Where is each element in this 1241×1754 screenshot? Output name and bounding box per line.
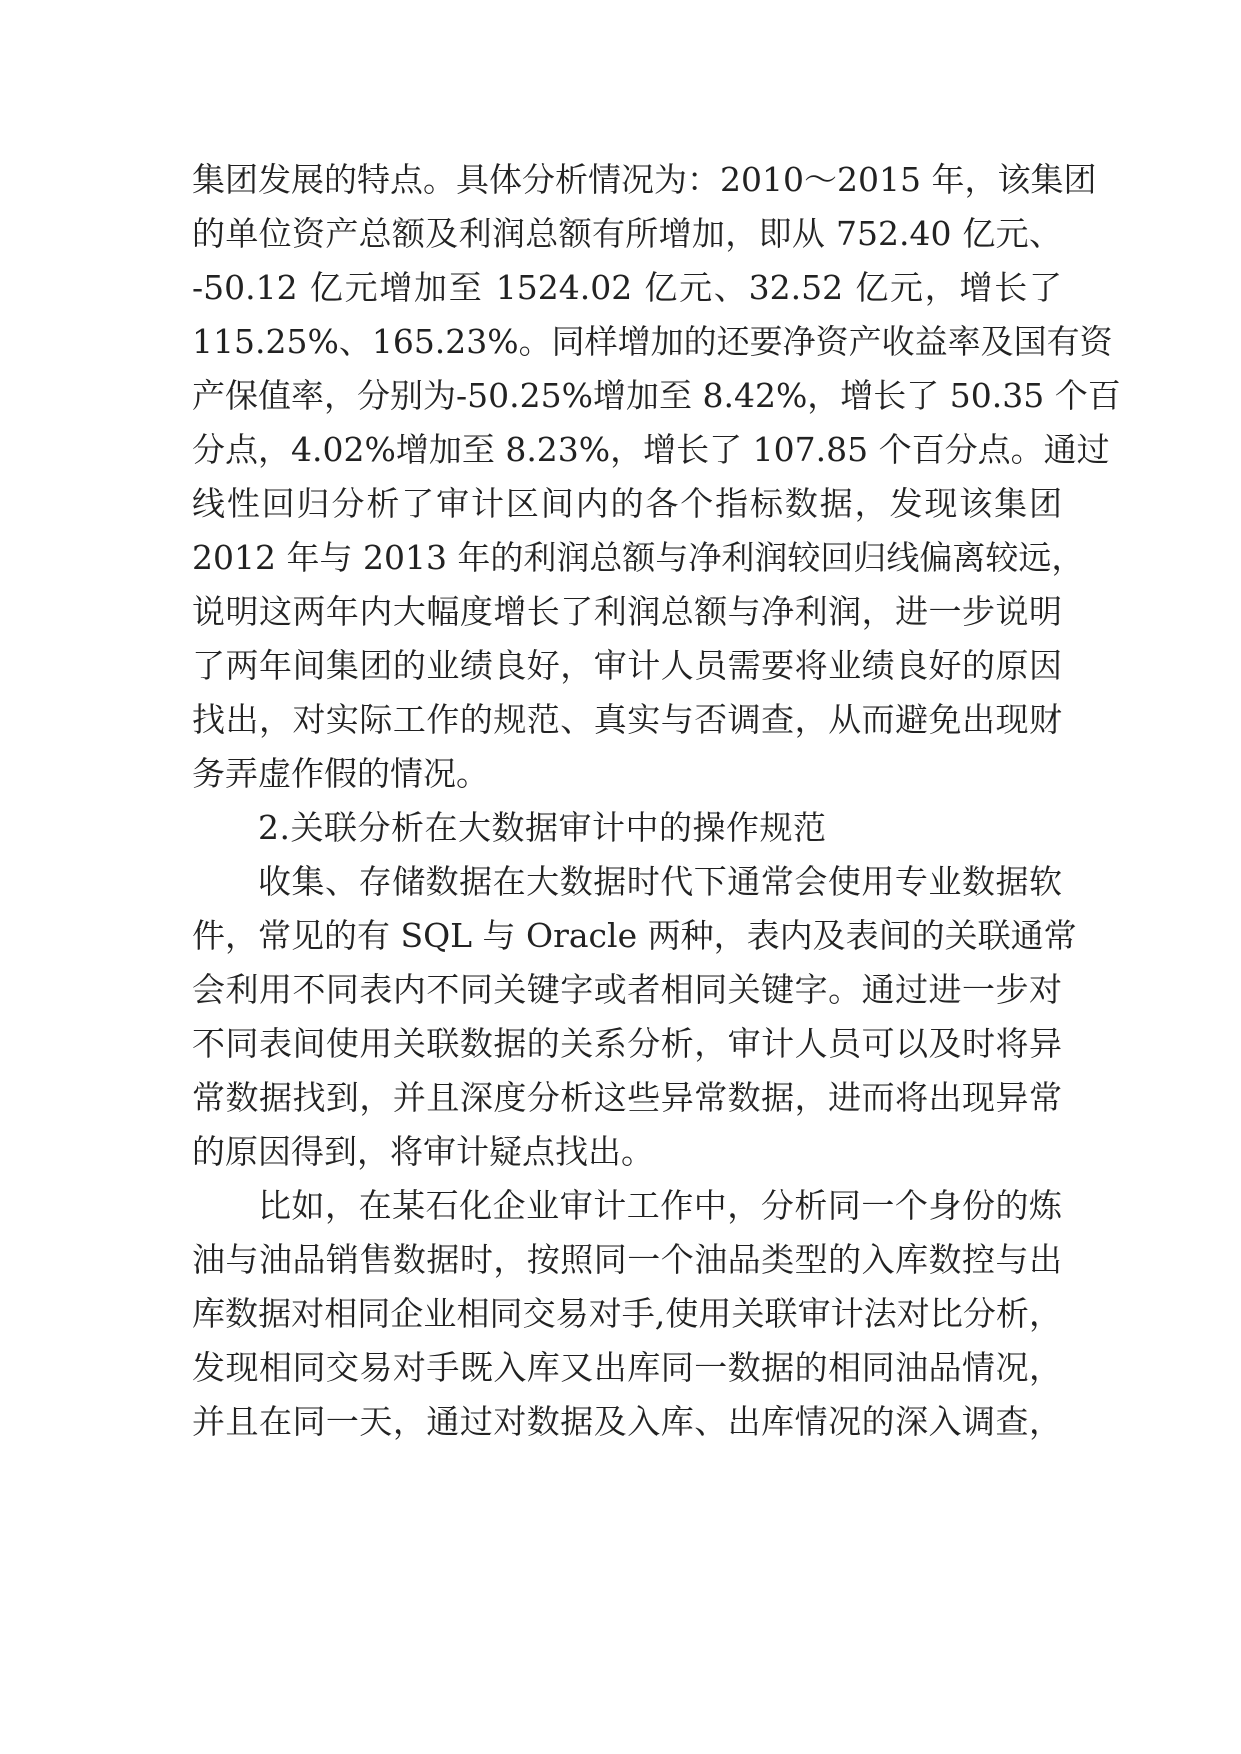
paragraph-1-line-7: 线性回归分析了审计区间内的各个指标数据，发现该集团	[192, 484, 1062, 523]
paragraph-1-line-10: 了两年间集团的业绩良好，审计人员需要将业绩良好的原因	[192, 646, 1062, 685]
paragraph-1-line-6: 分点，4.02%增加至 8.23%，增长了 107.85 个百分点。通过	[192, 430, 1110, 469]
paragraph-1-line-8: 2012 年与 2013 年的利润总额与净利润较回归线偏离较远，	[192, 538, 1085, 577]
paragraph-3-line-4: 发现相同交易对手既入库又出库同一数据的相同油品情况，	[192, 1348, 1062, 1387]
paragraph-2-line-6: 的原因得到，将审计疑点找出。	[192, 1132, 654, 1171]
paragraph-2-line-5: 常数据找到，并且深度分析这些异常数据，进而将出现异常	[192, 1078, 1062, 1117]
paragraph-1-line-12: 务弄虚作假的情况。	[192, 754, 489, 793]
paragraph-2-line-4: 不同表间使用关联数据的关系分析，审计人员可以及时将异	[192, 1024, 1062, 1063]
paragraph-3-line-3: 库数据对相同企业相同交易对手,使用关联审计法对比分析，	[192, 1294, 1062, 1333]
paragraph-1-line-1: 集团发展的特点。具体分析情况为：2010～2015 年，该集团	[192, 160, 1097, 199]
paragraph-2-line-3: 会利用不同表内不同关键字或者相同关键字。通过进一步对	[192, 970, 1062, 1009]
paragraph-1-line-11: 找出，对实际工作的规范、真实与否调查，从而避免出现财	[192, 700, 1062, 739]
paragraph-2-line-1: 收集、存储数据在大数据时代下通常会使用专业数据软	[258, 862, 1062, 901]
paragraph-2-line-2: 件，常见的有 SQL 与 Oracle 两种，表内及表间的关联通常	[192, 916, 1077, 955]
paragraph-1-line-3: -50.12 亿元增加至 1524.02 亿元、32.52 亿元，增长了	[192, 268, 1062, 307]
paragraph-3-line-2: 油与油品销售数据时，按照同一个油品类型的入库数控与出	[192, 1240, 1062, 1279]
paragraph-1-line-2: 的单位资产总额及利润总额有所增加，即从 752.40 亿元、	[192, 214, 1062, 253]
paragraph-1-line-4: 115.25%、165.23%。同样增加的还要净资产收益率及国有资	[192, 322, 1113, 361]
paragraph-3-line-1: 比如，在某石化企业审计工作中，分析同一个身份的炼	[258, 1186, 1062, 1225]
section-heading: 2.关联分析在大数据审计中的操作规范	[258, 808, 827, 847]
paragraph-1-line-5: 产保值率，分别为-50.25%增加至 8.42%，增长了 50.35 个百	[192, 376, 1121, 415]
paragraph-1-line-9: 说明这两年内大幅度增长了利润总额与净利润，进一步说明	[192, 592, 1062, 631]
paragraph-3-line-5: 并且在同一天，通过对数据及入库、出库情况的深入调查，	[192, 1402, 1062, 1441]
